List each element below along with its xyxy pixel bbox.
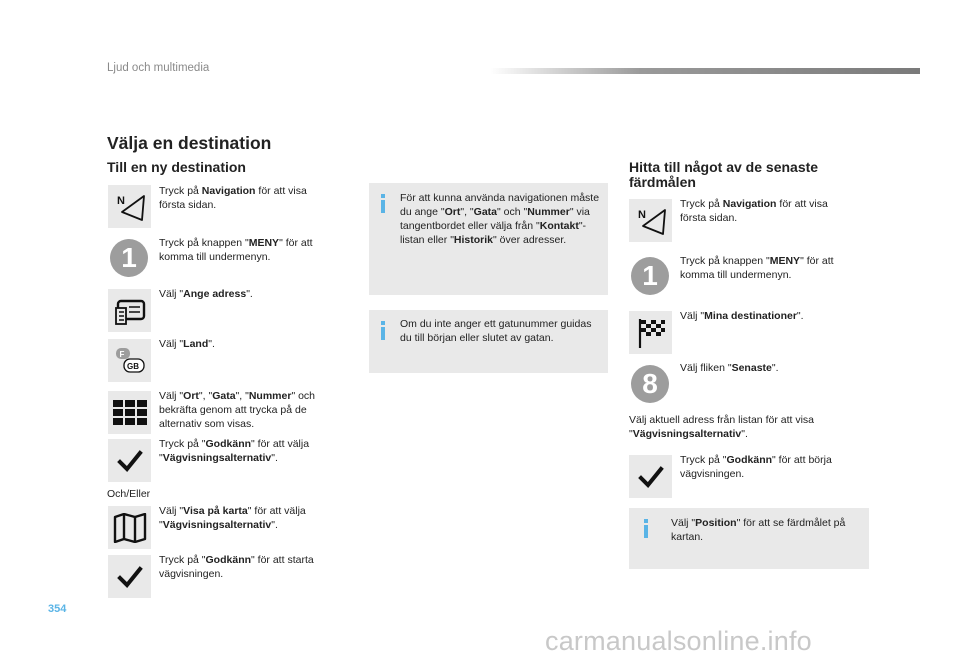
address-book-icon [108,289,151,332]
right-section-title: Hitta till något av de senaste färdmålen [629,159,819,190]
watermark: carmanualsonline.info [545,626,812,656]
checkmark-icon [108,555,151,598]
right-step-1-text: Tryck på Navigation för att visa första sidan. [680,198,828,224]
svg-text:N: N [637,208,646,221]
number-1-icon: 1 [110,239,148,277]
checkmark-icon [108,439,151,482]
info-icon [381,200,385,213]
left-step-5-text: Välj "Ort", "Gata", "Nummer" och bekräfta genom att trycka på de alternativ som visas. [159,390,316,430]
page-title: Välja en destination [107,133,272,153]
navigation-arrow-icon [629,199,672,242]
info-icon [644,525,648,538]
left-section-title: Till en ny destination [107,159,246,175]
info-box-position [629,508,869,569]
number-8-icon: 8 [631,365,669,403]
right-step-4-text: Välj fliken "Senaste". [680,362,779,374]
info-icon [381,327,385,340]
right-step-2-text: Tryck på knappen "MENY" för att komma till undermenyn. [680,255,834,281]
map-icon [108,506,151,549]
svg-text:N: N [116,194,125,207]
left-step-6-text: Tryck på "Godkänn" för att välja "Vägvisningsalternativ". [159,438,310,464]
left-step-8-text: Tryck på "Godkänn" för att starta vägvisningen. [159,554,314,580]
right-confirm-text: Tryck på "Godkänn" för att börja vägvisningen. [680,454,832,480]
right-plain-text: Välj aktuell adress från listan för att visa "Vägvisningsalternativ". [629,414,815,440]
left-step-3-text: Välj "Ange adress". [159,288,253,300]
info-box-position-text: Välj "Position" för att se färdmålet på kartan. [671,517,846,543]
checkered-flag-icon [629,311,672,354]
svg-text:GB: GB [126,361,139,371]
info-box-navigation [369,183,608,295]
checkmark-icon [629,455,672,498]
left-step-1-text: Tryck på Navigation för att visa första sidan. [159,185,307,211]
number-1-icon: 1 [631,257,669,295]
info-box-navigation-text: För att kunna använda navigationen måste du ange "Ort", "Gata" och "Nummer" via tangentbordet eller välja från "Kontakt"-listan eller "Historik" över adresser. [400,192,600,246]
left-step-2-text: Tryck på knappen "MENY" för att komma till undermenyn. [159,237,313,263]
left-step-4-text: Välj "Land". [159,338,215,350]
page-number: 354 [48,603,67,615]
header-decorative-bar [490,68,920,74]
navigation-arrow-icon [108,185,151,228]
keyboard-grid-icon [108,391,151,434]
or-label: Och/Eller [107,488,151,500]
svg-text:F: F [119,349,124,359]
section-header: Ljud och multimedia [107,62,210,74]
left-step-7-text: Välj "Visa på karta" för att välja "Vägvisningsalternativ". [159,505,306,531]
info-box-street-number [369,310,608,373]
info-box-street-number-text: Om du inte anger ett gatunummer guidas du till början eller slutet av gatan. [400,318,592,344]
right-step-3-text: Välj "Mina destinationer". [680,310,804,322]
country-flag-icon [108,339,151,382]
